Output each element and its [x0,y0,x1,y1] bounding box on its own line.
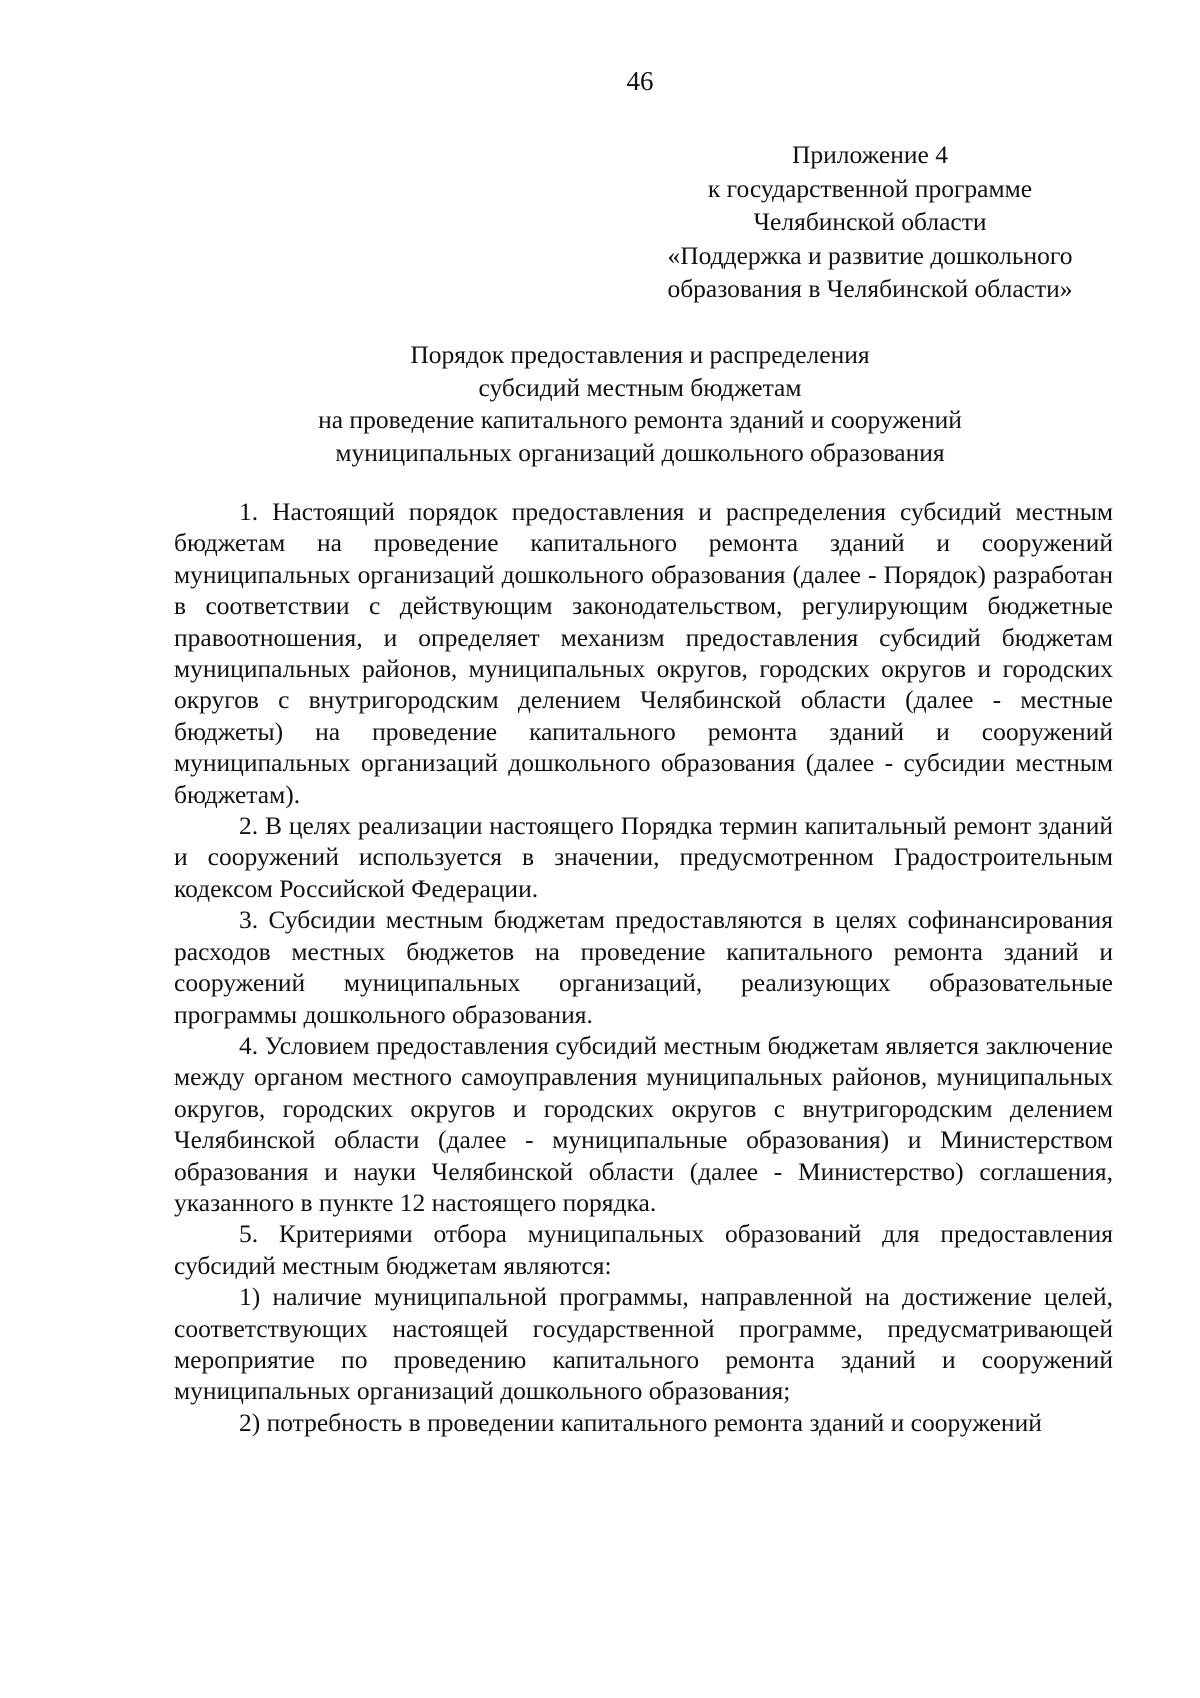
appendix-line: к государственной программе [707,173,1033,203]
document-body [174,496,1113,1438]
appendix-line: «Поддержка и развитие дошкольного [667,240,1073,270]
title-line: Порядок предоставления и распределения [410,340,870,369]
paragraph-5-item-1: 1) наличие муниципальной программы, направленной на достижение целей, соответствующих настоящей государственной программе, предусматривающей мероприятие по проведению капитального ремонта зданий и сооружений муниципальных организаций дошкольного образования; [174,1282,1113,1406]
document-title [170,339,1110,469]
paragraph-1: 1. Настоящий порядок предоставления и распределения субсидий местным бюджетам на проведение капитального ремонта зданий и сооружений муниципальных организаций дошкольного образования (далее - Порядок) разработан в соответствии с действующим законодательством, регулирующим бюджетные правоотношения, и определяет механизм предоставления субсидий бюджетам муниципальных районов, муниципальных округов, городских округов и городских округов с внутригородским делением Челябинской области (далее - местные бюджеты) на проведение капитального ремонта зданий и сооружений муниципальных организаций дошкольного образования (далее - субсидии местным бюджетам). [174,497,1113,809]
title-line: субсидий местным бюджетам [478,372,802,402]
appendix-line: Челябинской области [753,207,987,237]
paragraph-5: 5. Критериями отбора муниципальных образований для предоставления субсидий местным бюджетам являются: [174,1219,1113,1280]
page-number: 46 [626,66,654,96]
appendix-line: Приложение 4 [792,140,948,169]
appendix-line: образования в Челябинской области» [667,274,1073,304]
paragraph-3: 3. Субсидии местным бюджетам предоставляются в целях софинансирования расходов местных бюджетов на проведение капитального ремонта зданий и сооружений муниципальных организаций, реализующих образовательные программы дошкольного образования. [174,905,1113,1029]
paragraph-4: 4. Условием предоставления субсидий местным бюджетам является заключение между органом местного самоуправления муниципальных районов, муниципальных округов, городских округов и городских округов с внутригородским делением Челябинской области (далее - муниципальные образования) и Министерством образования и науки Челябинской области (далее - Министерство) соглашения, указанного в пункте 12 настоящего порядка. [174,1030,1113,1217]
title-line: муниципальных организаций дошкольного образования [335,437,945,467]
title-line: на проведение капитального ремонта зданий и сооружений [318,405,962,434]
paragraph-2: 2. В целях реализации настоящего Порядка термин капитальный ремонт зданий и сооружений используется в значении, предусмотренном Градостроительным кодексом Российской Федерации. [174,811,1113,903]
paragraph-5-item-2: 2) потребность в проведении капитального ремонта зданий и сооружений [239,1407,1042,1437]
appendix-header [640,138,1100,306]
